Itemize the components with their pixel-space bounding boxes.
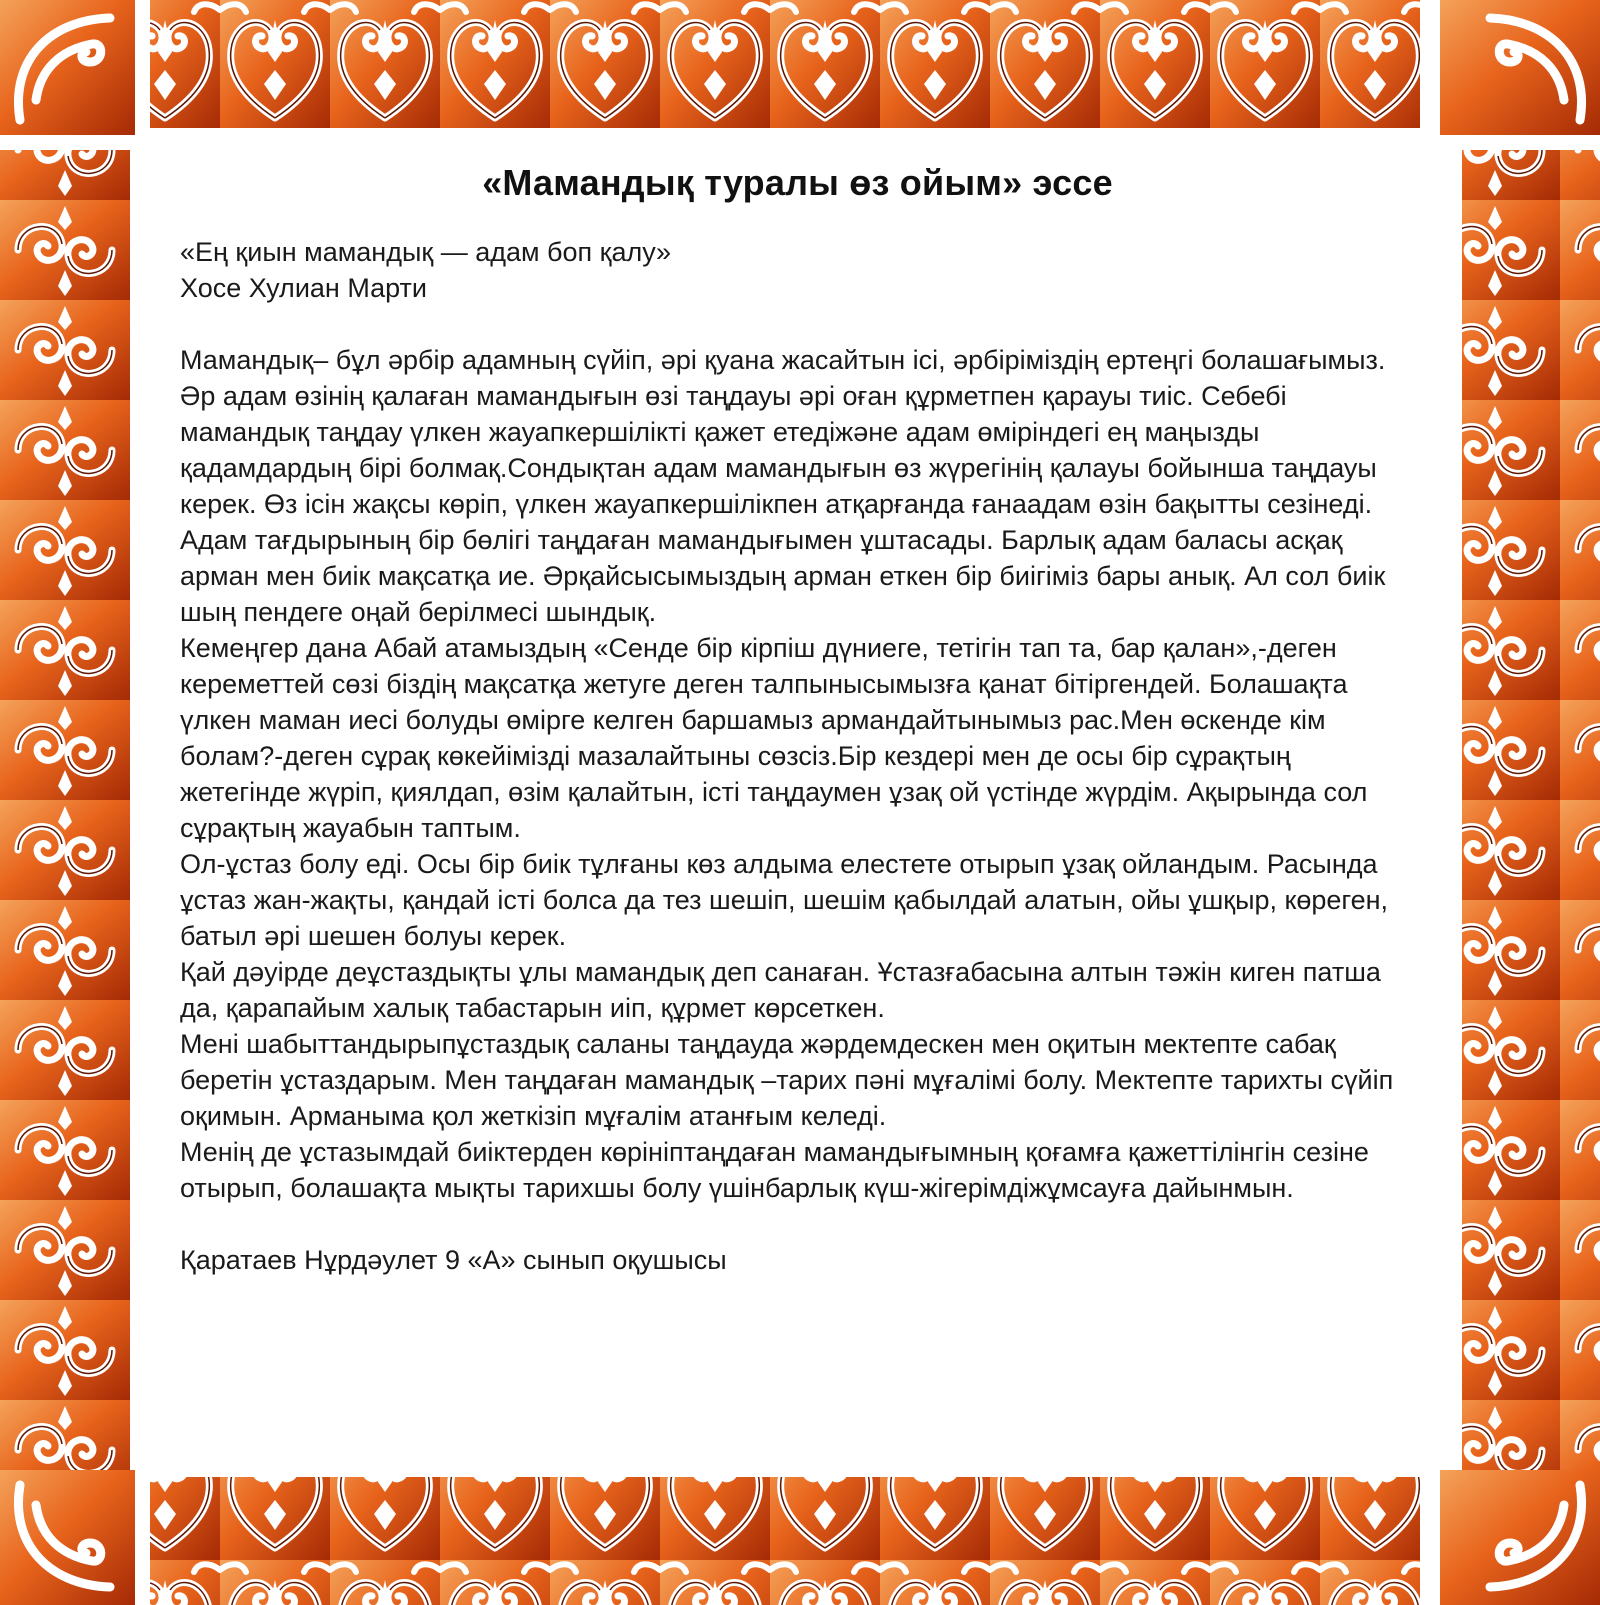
essay-page bbox=[140, 150, 1455, 1460]
essay-paragraph: Кемеңгер дана Абай атамыздың «Сенде бір кірпіш дүниеге, тетігін тап та, бар қалан»,-деген кереметтей сөзі біздің мақсатқа жетуге деген талпынысымызға қанат бітіргендей. Болашақта үлкен маман иесі болуды өмірге келген баршамыз армандайтынымыз рас.Мен өскенде кім болам?-деген сұрақ көкейімізді мазалайтыны сөзсіз.Бір кездері мен де осы бір сұрақтың жетегінде жүріп, қиялдап, өзім қалайтын, істі таңдаумен ұзақ ой үстінде жүрдім. Ақырында сол сұрақтың жауабын таптым. bbox=[180, 633, 1368, 843]
essay-paragraph: Мамандық– бұл әрбір адамның сүйіп, әрі қуана жасайтын ісі, әрбіріміздің ертеңгі болашағымыз. Әр адам өзінің қалаған мамандығын өзі таңдауы әрі оған құрметпен қарауы тиіс. Себебі мамандық таңдау үлкен жауапкершілікті қажет етедіжәне адам өміріндегі ең маңызды қадамдардың бірі болмақ.Сондықтан адам мамандығын өз жүрегінің қалауы бойынша таңдауы керек. Өз ісін жақсы көріп, үлкен жауапкершілікпен атқарғанда ғанаадам өзін бақытты сезінеді. bbox=[180, 345, 1386, 519]
corner-ornament-top-right bbox=[1440, 0, 1600, 135]
author-signature: Қаратаев Нұрдәулет 9 «А» сынып оқушысы bbox=[180, 1245, 727, 1275]
epigraph-quote: «Ең қиын мамандық — адам боп қалу» bbox=[180, 237, 672, 267]
top-ornament-band bbox=[150, 0, 1420, 128]
corner-ornament-bottom-right bbox=[1440, 1470, 1600, 1605]
corner-ornament-bottom-left bbox=[0, 1470, 135, 1605]
essay-paragraph: Менің де ұстазымдай биіктерден көрініптаңдаған мамандығымның қоғамға қажеттілінгін сезіне отырып, болашақта мықты тарихшы болу үшінбарлық күш-жігерімдіжұмсауға дайынмын. bbox=[180, 1137, 1369, 1203]
right-ornament-band bbox=[1462, 150, 1600, 1470]
essay-paragraph: Адам тағдырының бір бөлігі таңдаған мамандығымен ұштасады. Барлық адам баласы асқақ арман мен биік мақсатқа ие. Әрқайсысымыздың арман еткен бір биігіміз бары анық. Ал сол биік шың пендеге оңай берілмесі шындық. bbox=[180, 525, 1386, 627]
left-ornament-band bbox=[0, 150, 130, 1470]
bottom-ornament-band bbox=[150, 1477, 1420, 1605]
essay-paragraph: Ол-ұстаз болу еді. Осы бір биік тұлғаны көз алдыма елестете отырып ұзақ ойландым. Расында ұстаз жан-жақты, қандай істі болса да тез шешіп, шешім қабылдай алатын, ойы ұшқыр, көреген, батыл әрі шешен болуы керек. bbox=[180, 849, 1389, 951]
essay-body bbox=[180, 342, 1415, 1206]
epigraph bbox=[180, 234, 1415, 306]
essay-paragraph: Мені шабыттандырыпұстаздық саланы таңдауда жәрдемдескен мен оқитын мектепте сабақ беретін ұстаздарым. Мен таңдаған мамандық –тарих пәні мұғалімі болу. Мектепте тарихты сүйіп оқимын. Арманыма қол жеткізіп мұғалім атанғым келеді. bbox=[180, 1029, 1394, 1131]
epigraph-author: Хосе Хулиан Марти bbox=[180, 273, 428, 303]
corner-ornament-top-left bbox=[0, 0, 135, 135]
essay-title: «Мамандық туралы өз ойым» эссе bbox=[482, 162, 1113, 203]
essay-paragraph: Қай дәуірде деұстаздықты ұлы мамандық деп санаған. Ұстазғабасына алтын тәжін киген патша да, қарапайым халық табастарын иіп, құрмет көрсеткен. bbox=[180, 957, 1381, 1023]
